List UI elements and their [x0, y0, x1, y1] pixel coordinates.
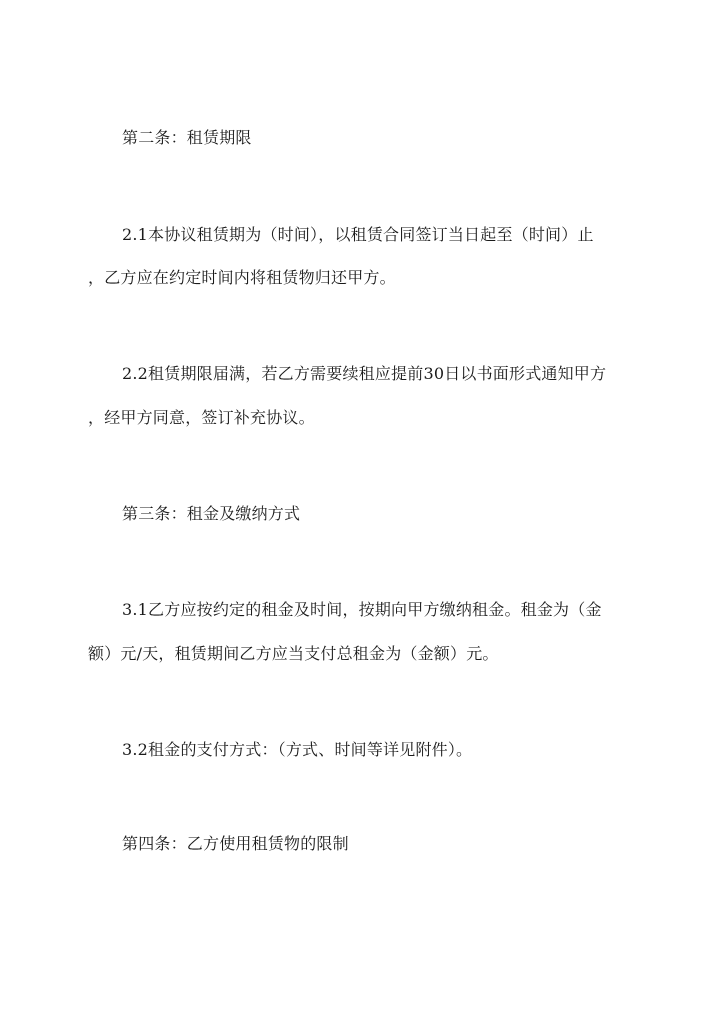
clause-3-1-line-2: 额）元/天，租赁期间乙方应当支付总租金为（金额）元。 [88, 644, 499, 663]
article-3-heading: 第三条：租金及缴纳方式 [122, 504, 301, 523]
clause-2-2-line-2: ，经甲方同意，签订补充协议。 [88, 408, 315, 427]
clause-2-1-line-1: 2.1本协议租赁期为（时间），以租赁合同签订当日起至（时间）止 [122, 225, 594, 244]
article-2-heading: 第二条：租赁期限 [122, 128, 252, 147]
article-4-heading: 第四条：乙方使用租赁物的限制 [122, 834, 349, 853]
clause-3-1-line-1: 3.1乙方应按约定的租金及时间，按期向甲方缴纳租金。租金为（金 [122, 600, 602, 619]
clause-2-1-line-2: ，乙方应在约定时间内将租赁物归还甲方。 [88, 268, 396, 287]
clause-2-2-line-1: 2.2租赁期限届满，若乙方需要续租应提前30日以书面形式通知甲方 [122, 364, 607, 383]
clause-3-2-line-1: 3.2租金的支付方式：（方式、时间等详见附件）。 [122, 740, 473, 759]
